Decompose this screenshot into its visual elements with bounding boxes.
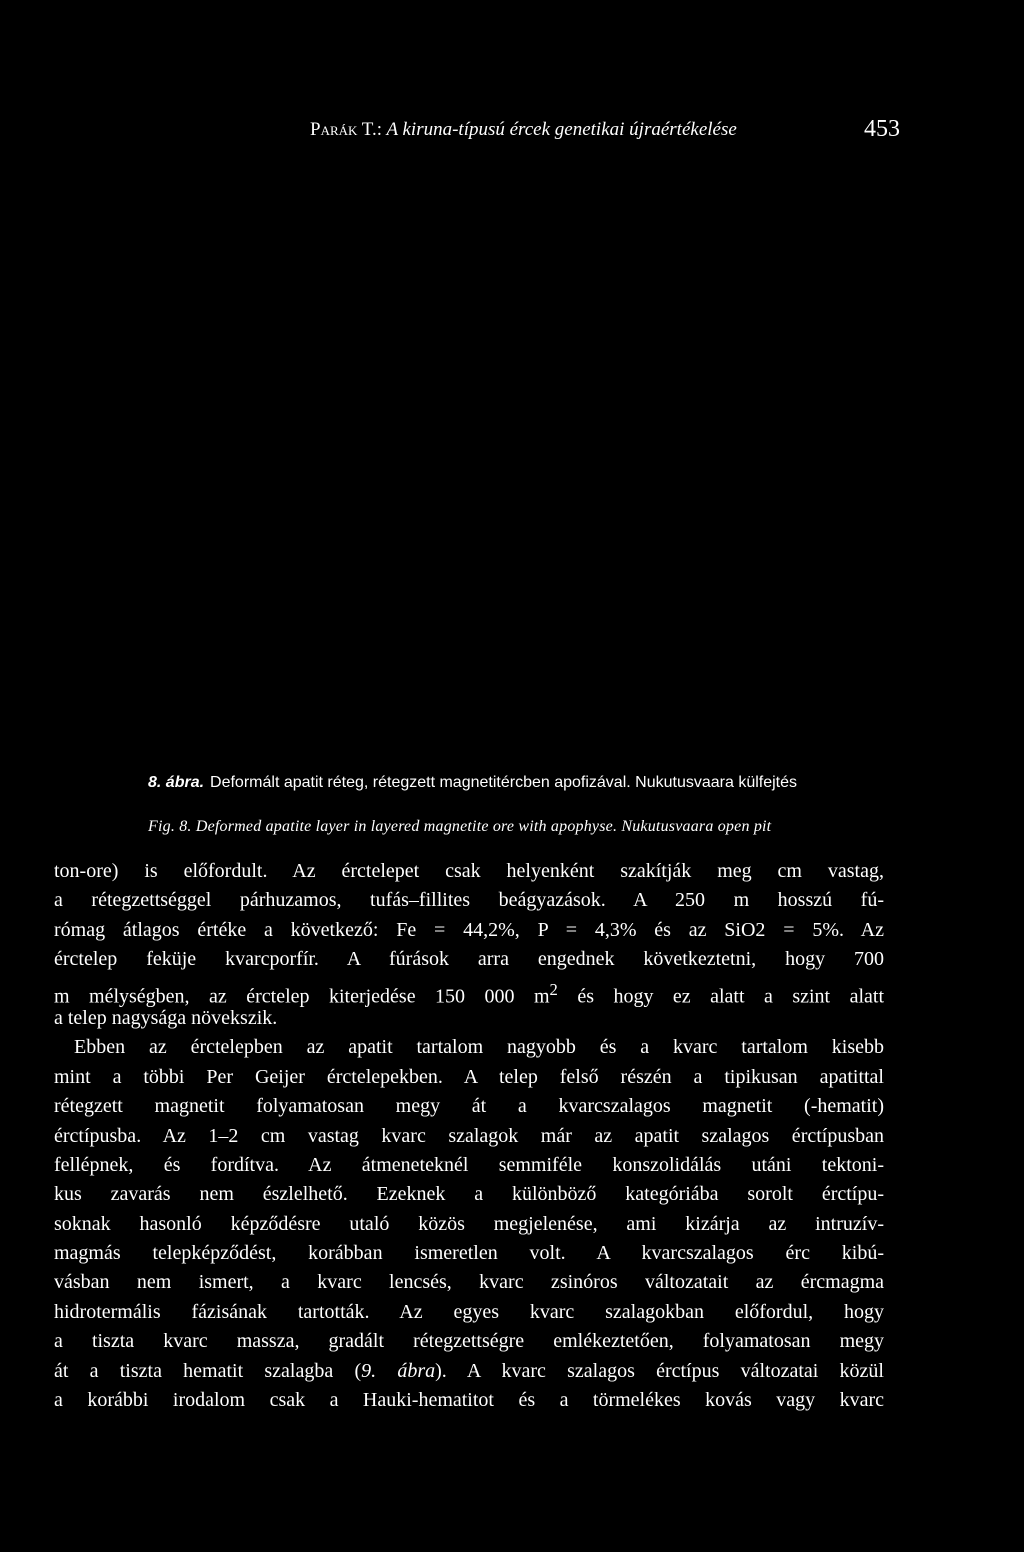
running-head — [310, 116, 900, 146]
text-line — [54, 1357, 884, 1386]
text-line: érctípusba. Az 1–2 cm vastag kvarc szalagok már az apatit szalagos érctípusban — [54, 1124, 884, 1147]
figure-caption-english: Fig. 8. Deformed apatite layer in layered magnetite ore with apophyse. Nukutusvaara open pit — [148, 818, 772, 835]
body-text — [54, 857, 884, 1415]
text-segment: és hogy ez alatt a szint alatt — [557, 985, 884, 1008]
text-line: ton-ore) is előfordult. Az érctelepet csak helyenként szakítják meg cm vastag, — [54, 860, 884, 882]
text-segment: át a tiszta hematit szalagba ( — [54, 1359, 362, 1382]
header-title: A kiruna-típusú ércek genetikai újraértékelése — [386, 119, 737, 140]
figure-photo — [100, 170, 900, 740]
text-line: rómag átlagos értéke a következő: Fe = 44,2%, P = 4,3% és az SiO2 = 5%. Az — [54, 918, 884, 941]
running-title — [310, 119, 737, 141]
text-line: a korábbi irodalom csak a Hauki-hematitot és a törmelékes kovás vagy kvarc — [54, 1389, 884, 1412]
figure-caption-label: 8. ábra. — [148, 774, 205, 791]
text-line: a tiszta kvarc massza, gradált rétegzettségre emlékeztetően, folyamatosan megy — [54, 1330, 884, 1353]
text-segment: ). A kvarc szalagos érctípus változatai közül — [435, 1359, 884, 1382]
paragraph-start-line: Ebben az érctelepben az apatit tartalom nagyobb és a kvarc tartalom kisebb — [74, 1036, 884, 1059]
text-line: rétegzett magnetit folyamatosan megy át a kvarcszalagos magnetit (-hematit) — [54, 1095, 884, 1118]
page-number: 453 — [864, 116, 900, 142]
text-line: magmás telepképződést, korábban ismeretlen volt. A kvarcszalagos érc kibú- — [54, 1242, 884, 1265]
figure-caption-text: Deformált apatit réteg, rétegzett magnetitércben apofizával. Nukutusvaara külfejtés — [210, 774, 798, 791]
text-line: fellépnek, és fordítva. Az átmeneteknél semmiféle konszolidálás utáni tektoni- — [54, 1153, 884, 1176]
text-line: hidrotermális fázisának tartották. Az egyes kvarc szalagokban előfordul, hogy — [54, 1300, 884, 1323]
text-line: soknak hasonló képződésre utaló közös megjelenése, ami kizárja az intruzív- — [54, 1212, 884, 1235]
header-author: Parák T.: — [310, 119, 383, 140]
figure-caption-hungarian — [148, 774, 797, 792]
text-line: mint a többi Per Geijer érctelepekben. A telep felső részén a tipikusan apatittal — [54, 1065, 884, 1088]
text-line: érctelep feküje kvarcporfír. A fúrások arra engednek következtetni, hogy 700 — [54, 948, 884, 971]
text-line — [54, 975, 884, 1008]
text-line: kus zavarás nem észlelhető. Ezeknek a különböző kategóriába sorolt érctípu- — [54, 1183, 884, 1206]
text-line: a rétegzettséggel párhuzamos, tufás–fillites beágyazások. A 250 m hosszú fú- — [54, 889, 884, 912]
figure-reference: 9. ábra — [361, 1359, 436, 1382]
superscript: 2 — [549, 979, 558, 999]
text-line: a telep nagysága növekszik. — [54, 1006, 278, 1029]
text-segment: m mélységben, az érctelep kiterjedése 150 000 m — [54, 985, 550, 1008]
text-line: vásban nem ismert, a kvarc lencsés, kvarc zsinóros változatait az ércmagma — [54, 1271, 884, 1294]
